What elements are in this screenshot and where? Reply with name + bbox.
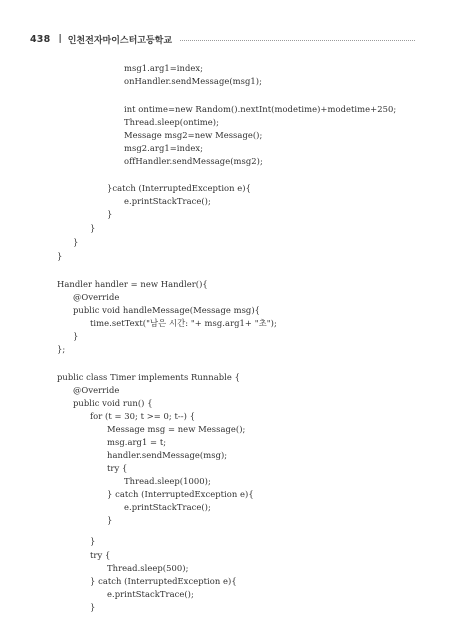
code-line: } <box>90 536 96 546</box>
code-line: } <box>57 251 63 261</box>
code-line: handler.sendMessage(msg); <box>107 450 228 460</box>
code-line: onHandler.sendMessage(msg1); <box>124 76 262 86</box>
code-line: }catch (InterruptedException e){ <box>107 183 251 193</box>
code-line: } <box>73 331 79 341</box>
code-line: for (t = 30; t >= 0; t--) { <box>90 411 196 421</box>
code-line: e.printStackTrace(); <box>124 196 211 206</box>
code-line: Thread.sleep(1000); <box>124 476 211 486</box>
code-line: }; <box>57 344 66 354</box>
code-line: try { <box>90 550 111 560</box>
school-name: 인천전자마이스터고등학교 <box>67 35 173 46</box>
code-line: public void handleMessage(Message msg){ <box>73 305 261 315</box>
code-line: msg.arg1 = t; <box>107 437 167 447</box>
code-line: Message msg2=new Message(); <box>124 130 263 140</box>
code-line: } catch (InterruptedException e){ <box>90 576 237 586</box>
code-line: try { <box>107 463 128 473</box>
code-line: msg1.arg1=index; <box>124 63 204 73</box>
code-line: public void run() { <box>73 398 153 408</box>
code-line: e.printStackTrace(); <box>107 589 194 599</box>
page-number: 438 <box>30 33 51 45</box>
code-line: Thread.sleep(500); <box>107 563 189 573</box>
code-line: public class Timer implements Runnable { <box>57 372 240 382</box>
code-line: } <box>73 237 79 247</box>
code-line: } catch (InterruptedException e){ <box>107 489 254 499</box>
code-line: time.setText("남은 시간: "+ msg.arg1+ "초"); <box>90 318 277 328</box>
code-line: } <box>107 515 113 525</box>
code-line: @Override <box>73 292 120 302</box>
code-line: Message msg = new Message(); <box>107 424 246 434</box>
code-line: msg2.arg1=index; <box>124 143 204 153</box>
code-line: } <box>90 602 96 612</box>
code-line: e.printStackTrace(); <box>124 502 211 512</box>
code-line: Handler handler = new Handler(){ <box>57 279 208 289</box>
code-line: } <box>107 209 113 219</box>
code-line: } <box>90 223 96 233</box>
header-separator: | <box>58 34 62 44</box>
code-line: int ontime=new Random().nextInt(modetime)+modetime+250; <box>124 104 397 114</box>
code-line: offHandler.sendMessage(msg2); <box>124 156 263 166</box>
code-line: Thread.sleep(ontime); <box>124 117 219 127</box>
code-line: @Override <box>73 385 120 395</box>
